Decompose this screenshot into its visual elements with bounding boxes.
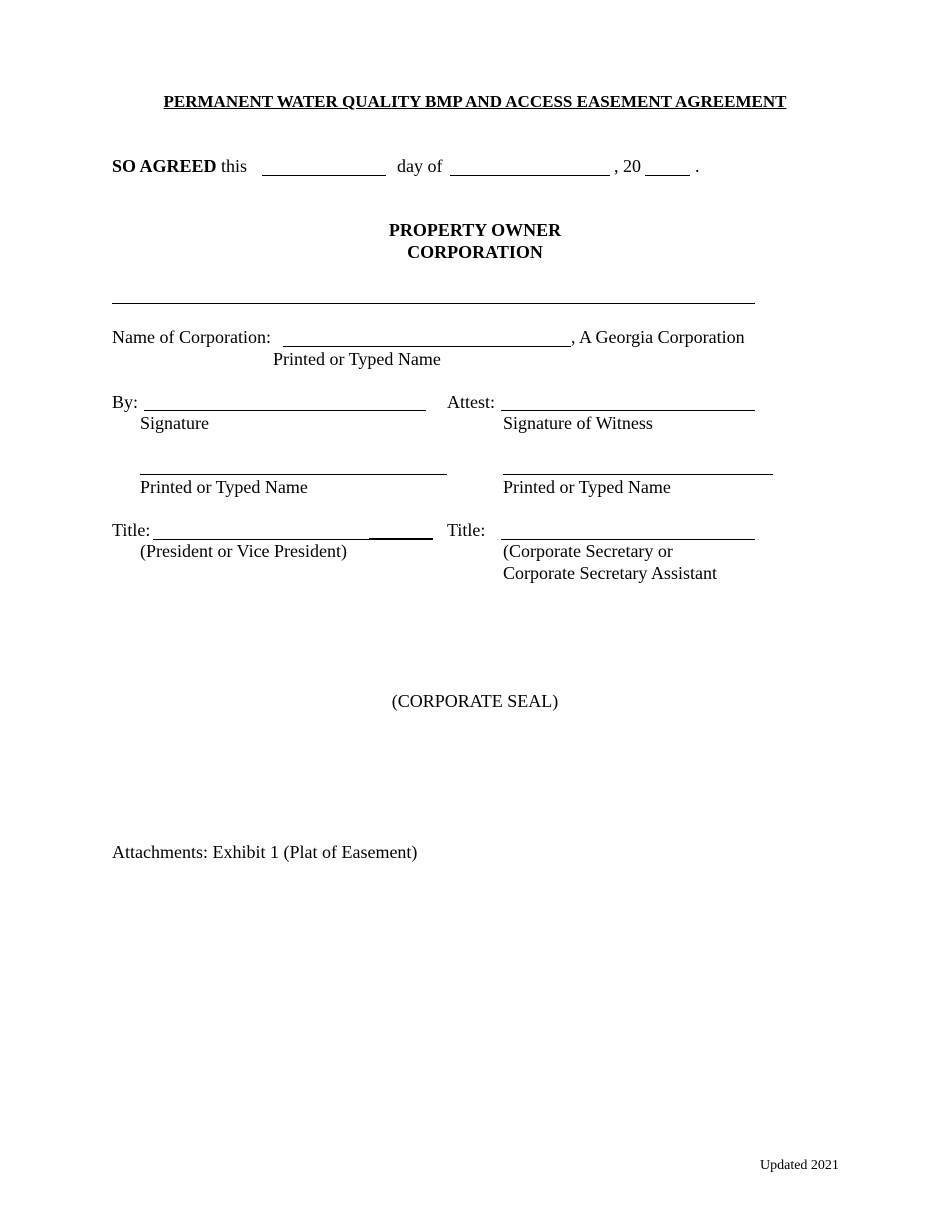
printed-name-right-caption: Printed or Typed Name xyxy=(503,477,671,497)
witness-signature-caption: Signature of Witness xyxy=(503,413,653,433)
secretary-note-line2: Corporate Secretary Assistant xyxy=(503,563,717,583)
printed-typed-name-caption: Printed or Typed Name xyxy=(273,349,441,369)
georgia-corporation-text: , A Georgia Corporation xyxy=(571,327,745,347)
signature-blank[interactable] xyxy=(144,410,426,411)
title-left-blank[interactable] xyxy=(153,539,433,540)
document-title: PERMANENT WATER QUALITY BMP AND ACCESS EASEMENT AGREEMENT xyxy=(163,92,787,111)
title-right-blank[interactable] xyxy=(501,539,755,540)
witness-signature-blank[interactable] xyxy=(501,410,755,411)
updated-footer: Updated 2021 xyxy=(760,1158,839,1173)
agreed-period: . xyxy=(695,156,700,176)
title-left-label: Title: xyxy=(112,520,151,540)
secretary-note-line1: (Corporate Secretary or xyxy=(503,541,673,561)
day-blank[interactable] xyxy=(262,175,386,176)
so-agreed-this: this xyxy=(221,156,248,176)
owner-heading-line1: PROPERTY OWNER xyxy=(388,220,562,240)
so-agreed-label: SO AGREED xyxy=(112,156,217,176)
so-agreed-row xyxy=(112,156,247,176)
title-right-label: Title: xyxy=(447,520,486,540)
month-blank[interactable] xyxy=(450,175,610,176)
day-of-label: day of xyxy=(397,156,443,176)
signature-caption: Signature xyxy=(140,413,209,433)
attachments-text: Attachments: Exhibit 1 (Plat of Easement) xyxy=(112,842,418,862)
section-divider xyxy=(112,303,755,304)
printed-name-left-caption: Printed or Typed Name xyxy=(140,477,308,497)
year-prefix: , 20 xyxy=(614,156,641,176)
owner-heading-line2: CORPORATION xyxy=(407,242,543,262)
year-blank[interactable] xyxy=(645,175,690,176)
corporation-name-blank[interactable] xyxy=(283,346,571,347)
attest-label: Attest: xyxy=(447,392,495,412)
printed-name-right-blank[interactable] xyxy=(503,474,773,475)
corporate-seal-label: (CORPORATE SEAL) xyxy=(391,691,559,711)
name-of-corporation-label: Name of Corporation: xyxy=(112,327,271,347)
printed-name-left-blank[interactable] xyxy=(140,474,447,475)
president-note: (President or Vice President) xyxy=(140,541,348,561)
by-label: By: xyxy=(112,392,139,412)
title-left-blank-extension xyxy=(369,538,433,539)
